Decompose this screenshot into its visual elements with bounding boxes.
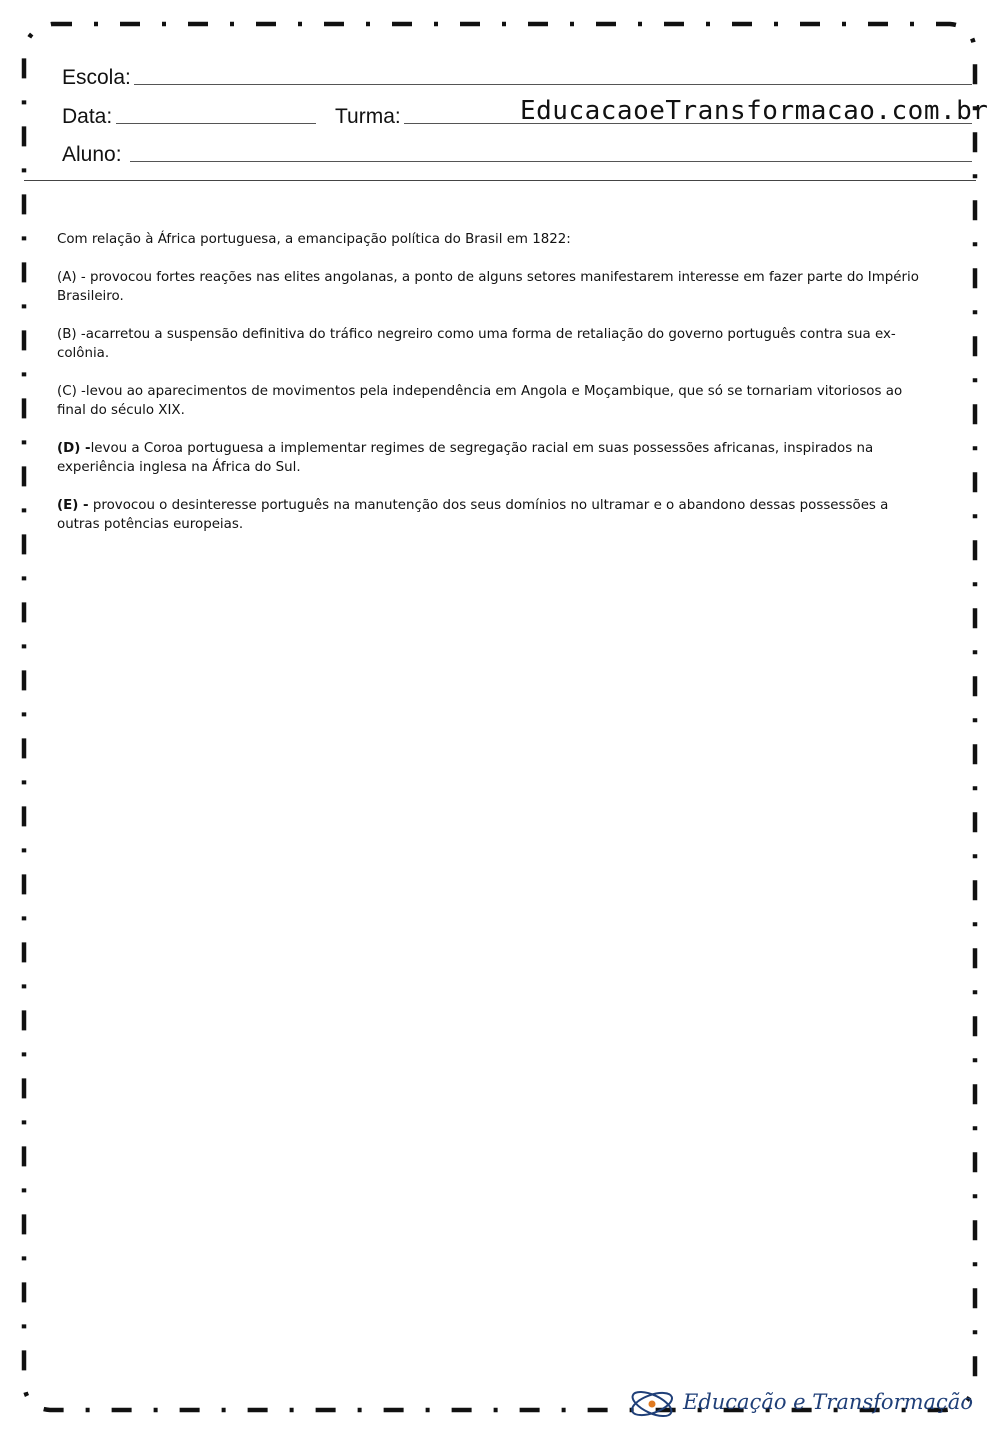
question-prompt: Com relação à África portuguesa, a emancipação política do Brasil em 1822:	[57, 232, 571, 247]
answer-option	[57, 439, 927, 477]
atom-orbit-icon	[628, 1384, 678, 1424]
answer-option	[57, 268, 927, 306]
aluno-line[interactable]	[130, 161, 972, 162]
option-letter: (E) -	[57, 498, 89, 513]
option-text: levou ao aparecimentos de movimentos pela independência em Angola e Moçambique, que só se tornariam vitoriosos ao final do século XIX.	[57, 384, 903, 418]
escola-label: Escola:	[62, 66, 131, 89]
option-letter: (C) -	[57, 384, 86, 399]
aluno-label: Aluno:	[62, 143, 122, 166]
option-letter: (B) -	[57, 327, 86, 342]
option-text: provocou o desinteresse português na manutenção dos seus domínios no ultramar e o abandono dessas possessões a outras potências europeias.	[57, 498, 889, 532]
option-text: provocou fortes reações nas elites angolanas, a ponto de alguns setores manifestarem interesse em fazer parte do Império Brasileiro.	[57, 270, 919, 304]
option-letter: (A) -	[57, 270, 86, 285]
answer-option	[57, 382, 927, 420]
escola-line[interactable]	[134, 84, 972, 85]
header-divider	[24, 180, 976, 181]
data-line[interactable]	[116, 123, 316, 124]
turma-label: Turma:	[335, 105, 401, 128]
option-text: acarretou a suspensão definitiva do tráfico negreiro como uma forma de retaliação do governo português contra sua ex-colônia.	[57, 327, 896, 361]
option-text: levou a Coroa portuguesa a implementar regimes de segregação racial em suas possessões africanas, inspirados na experiência inglesa na África do Sul.	[57, 441, 874, 475]
data-label: Data:	[62, 105, 113, 128]
option-letter: (D) -	[57, 441, 91, 456]
website-watermark: EducacaoeTransformacao.com.br	[520, 96, 989, 126]
answer-option	[57, 496, 927, 534]
question-block	[57, 230, 927, 553]
options-list	[57, 268, 927, 534]
answer-option	[57, 325, 927, 363]
footer-logo	[628, 1384, 973, 1424]
logo-text: Educação e Transformação	[683, 1390, 973, 1414]
